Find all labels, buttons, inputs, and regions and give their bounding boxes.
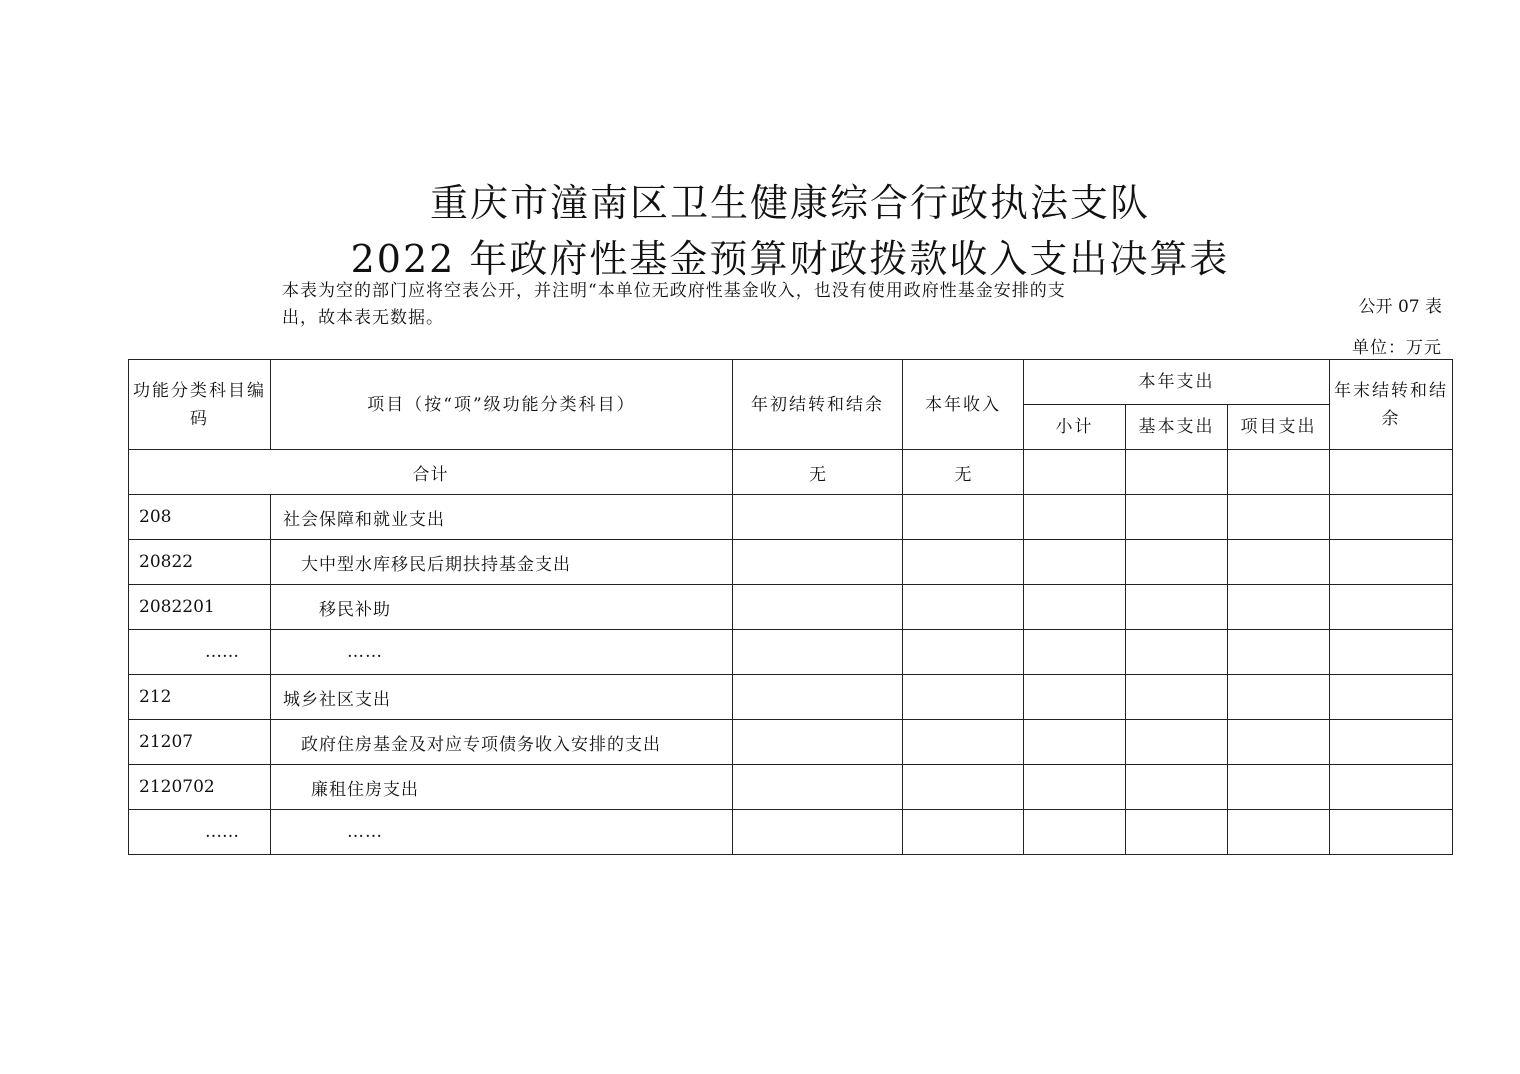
budget-table — [128, 359, 1453, 855]
row-item: 城乡社区支出 — [271, 675, 733, 720]
note-line-2: 出，故本表无数据。 — [282, 308, 444, 328]
table-row — [129, 720, 1453, 765]
row-cell — [1330, 630, 1453, 675]
total-row — [129, 450, 1453, 495]
header-current-income: 本年收入 — [903, 360, 1024, 450]
row-cell — [1024, 630, 1126, 675]
total-project-expense — [1228, 450, 1330, 495]
header-item: 项目（按“项”级功能分类科目） — [271, 360, 733, 450]
row-cell — [1330, 540, 1453, 585]
row-cell — [1024, 810, 1126, 855]
row-cell — [733, 630, 903, 675]
row-cell — [1024, 495, 1126, 540]
row-item: 移民补助 — [271, 585, 733, 630]
row-cell — [1228, 765, 1330, 810]
row-cell — [1024, 585, 1126, 630]
row-cell — [733, 540, 903, 585]
row-cell — [1330, 585, 1453, 630]
total-basic-expense — [1126, 450, 1228, 495]
table-row — [129, 585, 1453, 630]
unit-label: 单位：万元 — [1352, 338, 1442, 358]
row-cell — [1126, 540, 1228, 585]
row-cell — [903, 630, 1024, 675]
row-cell — [733, 585, 903, 630]
row-item: …… — [271, 810, 733, 855]
row-cell — [1228, 810, 1330, 855]
row-cell — [1228, 630, 1330, 675]
row-item: 大中型水库移民后期扶持基金支出 — [271, 540, 733, 585]
row-code: 2082201 — [129, 585, 271, 630]
row-cell — [1330, 720, 1453, 765]
row-cell — [903, 810, 1024, 855]
row-cell — [1126, 495, 1228, 540]
total-ending-balance — [1330, 450, 1453, 495]
header-code: 功能分类科目编码 — [129, 360, 271, 450]
row-cell — [1126, 765, 1228, 810]
table-number: 公开 07 表 — [1358, 297, 1442, 317]
row-item: 政府住房基金及对应专项债务收入安排的支出 — [271, 720, 733, 765]
total-beginning-balance: 无 — [733, 450, 903, 495]
row-code: …… — [129, 810, 271, 855]
row-cell — [1330, 495, 1453, 540]
row-cell — [903, 585, 1024, 630]
table-row — [129, 540, 1453, 585]
table-row — [129, 630, 1453, 675]
row-cell — [903, 540, 1024, 585]
header-subtotal: 小计 — [1024, 405, 1126, 450]
row-cell — [1330, 765, 1453, 810]
row-cell — [1126, 810, 1228, 855]
row-cell — [1228, 720, 1330, 765]
row-cell — [1330, 810, 1453, 855]
row-cell — [903, 495, 1024, 540]
row-code: 20822 — [129, 540, 271, 585]
row-cell — [733, 810, 903, 855]
row-cell — [1126, 585, 1228, 630]
header-beginning-balance: 年初结转和结余 — [733, 360, 903, 450]
row-cell — [733, 720, 903, 765]
row-cell — [1126, 675, 1228, 720]
row-cell — [733, 765, 903, 810]
total-label: 合计 — [129, 450, 733, 495]
row-code: …… — [129, 630, 271, 675]
total-subtotal — [1024, 450, 1126, 495]
table-row — [129, 495, 1453, 540]
row-cell — [1126, 630, 1228, 675]
row-code: 2120702 — [129, 765, 271, 810]
row-cell — [1126, 720, 1228, 765]
empty-table-note — [282, 278, 1132, 332]
row-cell — [903, 720, 1024, 765]
header-project-expense: 项目支出 — [1228, 405, 1330, 450]
row-cell — [903, 675, 1024, 720]
page-title-report: 2022 年政府性基金预算财政拨款收入支出决算表 — [350, 237, 1230, 281]
row-code: 212 — [129, 675, 271, 720]
row-item: …… — [271, 630, 733, 675]
header-basic-expense: 基本支出 — [1126, 405, 1228, 450]
page-title-org: 重庆市潼南区卫生健康综合行政执法支队 — [429, 181, 1150, 225]
row-code: 208 — [129, 495, 271, 540]
row-cell — [733, 495, 903, 540]
table-row — [129, 675, 1453, 720]
header-current-expense: 本年支出 — [1024, 360, 1330, 405]
row-code: 21207 — [129, 720, 271, 765]
header-ending-balance: 年末结转和结余 — [1330, 360, 1453, 450]
row-item: 社会保障和就业支出 — [271, 495, 733, 540]
row-item: 廉租住房支出 — [271, 765, 733, 810]
row-cell — [1228, 675, 1330, 720]
row-cell — [1228, 495, 1330, 540]
row-cell — [1024, 720, 1126, 765]
total-current-income: 无 — [903, 450, 1024, 495]
row-cell — [1228, 540, 1330, 585]
row-cell — [903, 765, 1024, 810]
row-cell — [1024, 675, 1126, 720]
row-cell — [733, 675, 903, 720]
row-cell — [1228, 585, 1330, 630]
table-row — [129, 765, 1453, 810]
row-cell — [1024, 540, 1126, 585]
note-line-1: 本表为空的部门应将空表公开，并注明“本单位无政府性基金收入，也没有使用政府性基金安排的支 — [282, 281, 1066, 301]
table-row — [129, 810, 1453, 855]
row-cell — [1024, 765, 1126, 810]
row-cell — [1330, 675, 1453, 720]
